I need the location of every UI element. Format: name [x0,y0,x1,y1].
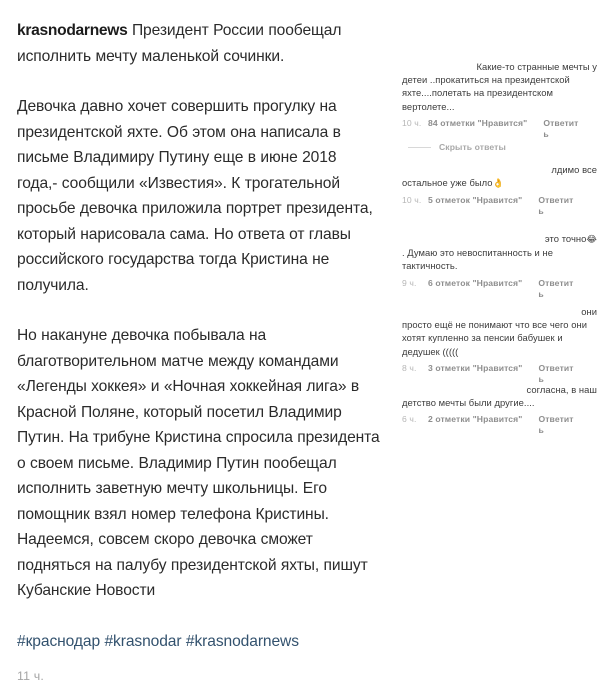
comment-rest-line: просто ещё не понимают что все чего они хотят купленно за пенсии бабушек и дедушек ((((( [402,319,588,357]
hide-replies-label: Скрыть ответы [439,142,506,152]
post-hashtags[interactable]: #краснодар #krasnodar #krasnodarnews [17,632,299,650]
comment-time: 10 ч. [402,117,422,128]
caption-paragraph-2: Девочка давно хочет совершить прогулку на президентской яхте. Об этом она написала в письме Владимиру Путину еще в июне 2018 года,- сообщили «Известия». К трогательной просьбе девочка приложила портрет президента, который нарисовала сама. Но ответа от главы российского государства тогда Кристина не получила. [17,98,373,294]
comment-reply-button[interactable]: Ответить [538,362,574,384]
caption-paragraph-1 [17,18,380,69]
comment-time: 6 ч. [402,414,417,425]
comment-meta [402,363,598,385]
comment-rest-line [402,176,598,190]
comment-text [402,60,598,113]
comment-time: 8 ч. [402,362,417,373]
comment-likes[interactable]: 5 отметок "Нравится" [428,195,523,206]
comment-text [402,305,598,358]
ok-hand-emoji-icon: 👌 [492,178,504,189]
joy-emoji-icon: 😂 [586,234,597,244]
comment-item [402,163,598,217]
comment-time: 10 ч. [402,195,422,206]
post-caption [17,18,380,690]
comments-column [402,0,602,600]
caption-spacer-2 [17,298,380,323]
comment-meta [402,195,598,217]
hide-replies-button[interactable] [408,142,506,152]
comment-text [402,163,598,190]
comment-likes[interactable]: 84 отметки "Нравится" [428,117,528,128]
comment-text [402,383,598,409]
comment-reply-button[interactable]: Ответить [538,414,574,436]
comment-likes[interactable]: 3 отметки "Нравится" [428,362,523,373]
caption-spacer-1 [17,69,380,94]
comment-meta [402,278,598,300]
comment-meta [402,118,598,140]
comment-meta [402,414,598,436]
comment-lead-text: это точно [544,233,587,244]
comment-item [402,232,598,300]
comment-rest-text: остальное уже было [402,177,493,189]
comment-lead-line: они [581,306,597,317]
comment-lead-line: Какие-то странные мечты у [476,61,597,72]
comment-item [402,383,598,436]
hide-replies-dash-icon [408,147,431,148]
caption-text-1: Президент России пообещал исполнить мечту маленькой сочинки. [17,22,342,65]
comment-reply-button[interactable]: Ответить [543,117,579,139]
comment-rest-line: детеи ..прокатиться на президентской яхте....полетать на президентском вертолете... [402,74,570,112]
post-timestamp: 11 ч. [17,669,44,683]
comment-rest-line: детство мечты были другие.... [402,397,535,409]
comment-reply-button[interactable]: Ответить [538,277,574,299]
comment-likes[interactable]: 6 отметок "Нравится" [428,277,523,288]
caption-paragraph-3: Но накануне девочка побывала на благотворительном матче между командами «Легенды хоккея» и «Ночная хоккейная лига» в Красной Поляне, который посетил Владимир Путин. На трибуне Кристина спросила президента о своем письме. Владимир Путин пообещал исполнить заветную мечту школьницы. Его помощник взял номер телефона Кристины. Надеемся, совсем скоро девочка сможет подняться на палубу президентской яхты, пишут Кубанские Новости [17,327,380,599]
comment-likes[interactable]: 2 отметки "Нравится" [428,414,523,425]
caption-spacer-3 [17,604,380,629]
comment-reply-button[interactable]: Ответить [538,195,574,217]
comment-item [402,60,598,140]
comment-lead-line [402,232,598,246]
comment-text [402,232,598,273]
comment-time: 9 ч. [402,277,417,288]
comment-lead-line: лдимо все [551,164,597,175]
comment-item [402,305,598,385]
comment-rest-line: . Думаю это невоспитанность и не тактичность. [402,247,553,272]
post-username[interactable]: krasnodarnews [17,22,128,39]
comment-lead-line: согласна, в наш [526,384,597,395]
